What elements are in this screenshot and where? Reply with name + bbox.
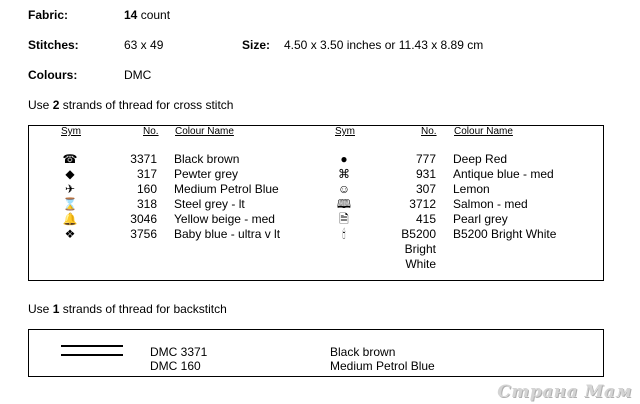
header-no-left: No. (143, 126, 159, 137)
colour-name: Steel grey - lt (174, 197, 245, 211)
colour-number: 3712 (409, 197, 436, 211)
colour-number: 931 (415, 167, 436, 181)
backstitch-code: DMC 160 (150, 359, 201, 373)
header-sym-left: Sym (61, 126, 81, 137)
colour-name: Pearl grey (453, 212, 508, 226)
colour-number: 317 (136, 167, 157, 181)
document-icon: 🗎 (339, 212, 349, 226)
intro-pre: Use (28, 98, 50, 112)
airplane-icon: ✈ (64, 182, 76, 196)
colour-name: Baby blue - ultra v lt (174, 227, 281, 241)
backstitch-code: DMC 3371 (150, 345, 208, 359)
candle-icon: 🕯 (342, 227, 346, 241)
colour-number-continued: White (405, 257, 436, 271)
backstitch-colour-name: Black brown (330, 345, 396, 359)
backstitch-colour-name: Medium Petrol Blue (330, 359, 435, 373)
backstitch-line-sample (61, 345, 123, 347)
header-sym-right: Sym (335, 126, 355, 137)
fabric-count: 14 (124, 8, 138, 22)
intro-strands: 2 (52, 98, 60, 112)
colour-number: 3756 (130, 227, 157, 241)
stitches-label: Stitches: (28, 38, 79, 52)
command-icon: ⌘ (338, 167, 350, 181)
cross-stitch-key-table (28, 125, 604, 281)
colour-name: Salmon - med (453, 197, 528, 211)
colour-number: 160 (136, 182, 157, 196)
colour-name: B5200 Bright White (453, 227, 557, 241)
header-no-right: No. (421, 126, 437, 137)
colours-value: DMC (124, 68, 152, 82)
colour-number: 777 (415, 152, 436, 166)
colour-name: Pewter grey (174, 167, 239, 181)
four-diamonds-icon: ❖ (64, 227, 76, 241)
colour-number: 3371 (130, 152, 157, 166)
colour-name: Black brown (174, 152, 240, 166)
colour-number: 415 (415, 212, 436, 226)
colour-name: Medium Petrol Blue (174, 182, 279, 196)
size-value: 4.50 x 3.50 inches or 11.43 x 8.89 cm (284, 38, 484, 52)
fabric-label: Fabric: (28, 8, 69, 22)
intro-pre: Use (28, 302, 50, 316)
colour-name: Deep Red (453, 152, 508, 166)
cross-stitch-intro (28, 98, 233, 112)
backstitch-line-sample (61, 354, 123, 356)
telephone-icon: ☎ (62, 152, 78, 166)
stitches-value: 63 x 49 (124, 38, 164, 52)
colour-name: Yellow beige - med (174, 212, 275, 226)
colour-number: 318 (136, 197, 157, 211)
hourglass-icon: ⌛ (62, 197, 78, 211)
bell-icon: 🔔 (62, 212, 78, 226)
intro-post: strands of thread for cross stitch (62, 98, 234, 112)
colour-number: 3046 (130, 212, 157, 226)
open-book-icon: 🕮 (336, 197, 352, 211)
colour-number: 307 (415, 182, 436, 196)
colours-label: Colours: (28, 68, 78, 82)
colour-name: Antique blue - med (453, 167, 554, 181)
header-name-right: Colour Name (454, 126, 513, 137)
circle-icon: ● (340, 152, 348, 166)
colour-name: Lemon (453, 182, 490, 196)
smiley-icon: ☺ (337, 182, 351, 196)
colour-number: B5200 (401, 227, 436, 241)
diamond-icon: ◆ (65, 167, 75, 181)
fabric-value (124, 8, 170, 22)
fabric-unit: count (140, 8, 171, 22)
colour-number-continued: Bright (404, 242, 436, 256)
size-label: Size: (242, 38, 271, 52)
intro-post: strands of thread for backstitch (62, 302, 227, 316)
watermark-logo: Страна Мам (497, 382, 632, 402)
header-name-left: Colour Name (175, 126, 234, 137)
backstitch-intro (28, 302, 227, 316)
backstitch-key-table (28, 329, 604, 377)
intro-strands: 1 (52, 302, 60, 316)
